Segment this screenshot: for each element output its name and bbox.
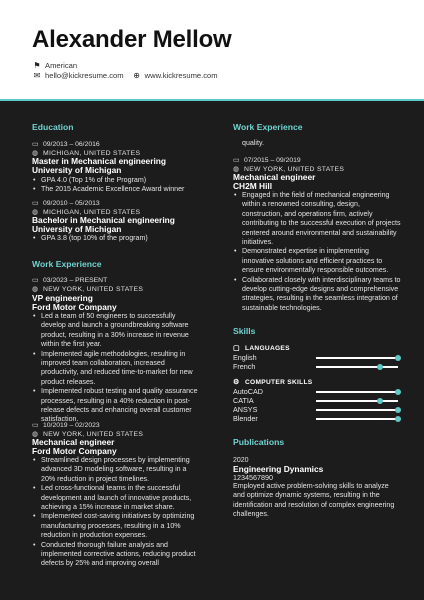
job-title: VP engineering — [32, 293, 93, 303]
location-pin-icon: ◍ — [233, 166, 240, 173]
skill-name: CATIA — [233, 396, 254, 405]
location-pin-icon: ◍ — [32, 431, 39, 438]
email-link[interactable]: hello@kickresume.com — [45, 71, 124, 80]
education-title: Education — [32, 122, 74, 132]
edu-bullets — [32, 234, 212, 243]
globe-icon: ⊕ — [133, 71, 140, 80]
website-link[interactable]: www.kickresume.com — [144, 71, 218, 80]
skill-level-knob — [395, 355, 401, 361]
list-item: • GPA 4.0 (Top 1% of the Program) — [32, 176, 212, 185]
resume-header — [0, 0, 424, 100]
job-bullets — [32, 456, 198, 569]
job-bullets — [233, 191, 401, 313]
edu-date: ▭ 09/2013 – 06/2016 — [32, 140, 100, 148]
skill-level-bar — [316, 400, 398, 402]
work-experience-continued-title: Work Experience — [233, 122, 303, 132]
mail-icon: ✉ — [33, 71, 41, 80]
publication-description: Employed active problem-solving skills to analyze and optimize dynamic systems, resulting in the identification and resolution of complex engineering challenges. — [233, 482, 395, 519]
skill-row — [233, 387, 403, 396]
location-pin-icon: ◍ — [32, 209, 39, 216]
edu-degree: Master in Mechanical engineering — [32, 156, 167, 166]
edu-date: ▭ 09/2010 – 05/2013 — [32, 199, 100, 207]
list-item: • Conducted thorough failure analysis and implemented corrective actions, reducing product defects by 25% and improving overall — [32, 541, 198, 569]
skill-row — [233, 396, 403, 405]
skill-level-knob — [395, 407, 401, 413]
gear-icon: ⚙ — [233, 379, 240, 386]
job-company: CH2M Hill — [233, 181, 273, 191]
job-title: Mechanical engineer — [233, 172, 316, 182]
calendar-icon: ▭ — [32, 277, 39, 284]
nationality: American — [45, 61, 78, 70]
list-item: • GPA 3.8 (top 10% of the program) — [32, 234, 212, 243]
edu-location: ◍ MICHIGAN, UNITED STATES — [32, 149, 141, 157]
skill-level-knob — [395, 389, 401, 395]
list-item: • Collaborated closely with interdisciplinary teams to develop cutting-edge designs and comprehensive strategies, resulting in the seamless integration of sustainable technologies. — [233, 276, 401, 314]
publication-year: 2020 — [233, 457, 249, 464]
list-item: • Implemented agile methodologies, resulting in improved team collaboration, increased productivity, and reduced time-to-market for new product releases. — [32, 350, 198, 388]
resume-body — [0, 101, 424, 600]
calendar-icon: ▭ — [32, 200, 39, 207]
skill-level-bar — [316, 409, 398, 411]
publication-number: 1234567890 — [233, 473, 273, 482]
job-date: ▭ 10/2019 – 02/2023 — [32, 421, 100, 429]
work-experience-title: Work Experience — [32, 259, 102, 269]
skills-title: Skills — [233, 326, 256, 336]
skill-name: ANSYS — [233, 405, 258, 414]
skill-row — [233, 353, 403, 362]
job-location: ◍ NEW YORK, UNITED STATES — [233, 165, 345, 173]
calendar-icon: ▭ — [32, 422, 39, 429]
speech-bubble-icon: ▢ — [233, 345, 240, 352]
skill-level-knob — [377, 398, 383, 404]
skill-level-bar — [316, 357, 398, 359]
list-item: • Engaged in the field of mechanical engineering within a renowned consulting, design, construction, and operations firm, actively contributing to the successful execution of projects centered around environmental and sustainability initiatives. — [233, 191, 401, 247]
skill-name: Blender — [233, 414, 258, 423]
list-item: • Led a team of 50 engineers to successfully develop and launch a groundbreaking software product, resulting in a 30% increase in revenue within the first year. — [32, 312, 198, 350]
list-item: • Led cross-functional teams in the successful development and launch of innovative products, achieving a 15% increase in market share. — [32, 484, 198, 512]
skill-row — [233, 405, 403, 414]
skill-row — [233, 362, 403, 371]
computer-skills-heading: ⚙ COMPUTER SKILLS — [233, 378, 313, 386]
job-company: Ford Motor Company — [32, 302, 117, 312]
skill-level-bar — [316, 418, 398, 420]
list-item: • Demonstrated expertise in implementing innovative solutions and efficient practices to ensure environmentally responsible outcomes. — [233, 247, 401, 275]
calendar-icon: ▭ — [32, 141, 39, 148]
list-item: • Implemented cost-saving initiatives by optimizing manufacturing processes, resulting in a 10% reduction in production expenses. — [32, 512, 198, 540]
job-company: Ford Motor Company — [32, 446, 117, 456]
calendar-icon: ▭ — [233, 157, 240, 164]
job-date: ▭ 07/2015 – 09/2019 — [233, 156, 301, 164]
edu-location: ◍ MICHIGAN, UNITED STATES — [32, 208, 141, 216]
skill-level-knob — [395, 416, 401, 422]
skill-row — [233, 414, 403, 423]
publications-title: Publications — [233, 437, 285, 447]
list-item: • Implemented robust testing and quality assurance processes, resulting in a 40% reduction in post-release defects and enhancing overall customer satisfaction. — [32, 387, 198, 425]
job-title: Mechanical engineer — [32, 437, 115, 447]
edu-bullets — [32, 176, 212, 195]
publication-title: Engineering Dynamics — [233, 464, 324, 474]
edu-school: University of Michigan — [32, 165, 122, 175]
job-location: ◍ NEW YORK, UNITED STATES — [32, 430, 144, 438]
continued-text: quality. — [242, 139, 264, 147]
skill-level-knob — [377, 364, 383, 370]
skill-name: AutoCAD — [233, 387, 263, 396]
contact-line — [32, 71, 218, 80]
job-location: ◍ NEW YORK, UNITED STATES — [32, 285, 144, 293]
edu-degree: Bachelor in Mechanical engineering — [32, 215, 175, 225]
list-item: • The 2015 Academic Excellence Award winner — [32, 185, 212, 194]
list-item: • Streamlined design processes by implementing advanced 3D modeling software, resulting in a 20% reduction in project timelines. — [32, 456, 198, 484]
candidate-name: Alexander Mellow — [32, 26, 232, 53]
skill-name: English — [233, 353, 257, 362]
nationality-line — [32, 61, 77, 70]
skill-name: French — [233, 362, 256, 371]
job-bullets — [32, 312, 198, 425]
location-pin-icon: ◍ — [32, 286, 39, 293]
job-date: ▭ 03/2023 – PRESENT — [32, 276, 108, 284]
skill-level-bar — [316, 366, 398, 368]
flag-icon: ⚑ — [33, 61, 41, 70]
location-pin-icon: ◍ — [32, 150, 39, 157]
languages-heading: ▢ LANGUAGES — [233, 344, 290, 352]
skill-level-bar — [316, 391, 398, 393]
edu-school: University of Michigan — [32, 224, 122, 234]
